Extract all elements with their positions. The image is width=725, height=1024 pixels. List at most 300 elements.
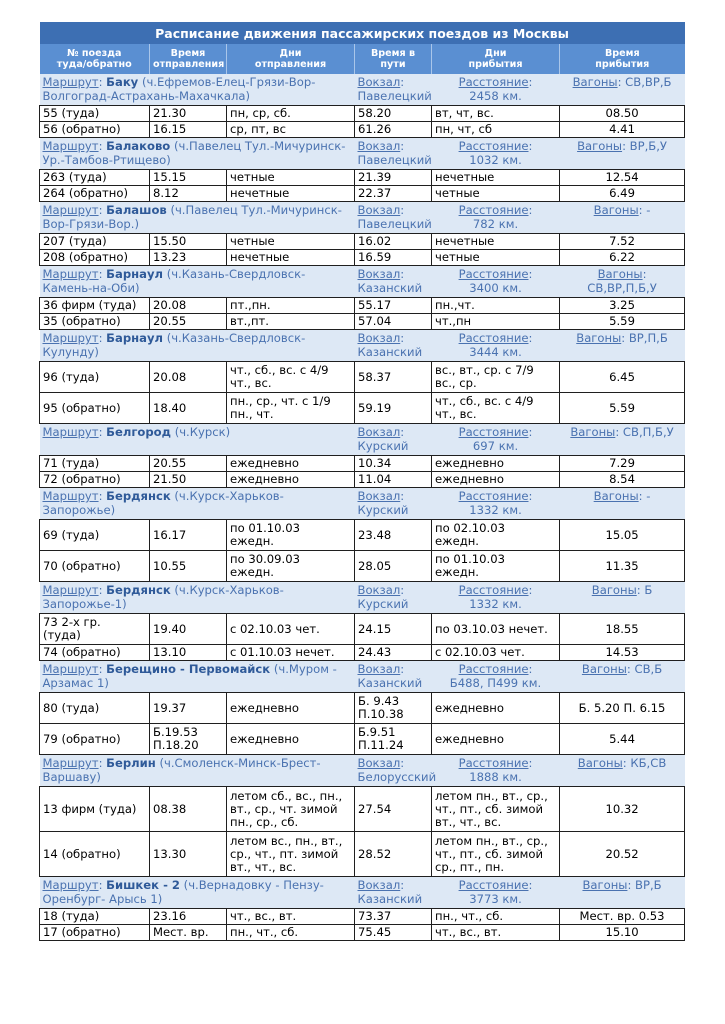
cars-info: Вагоны: СВ,ВР,П,Б,У <box>560 266 685 298</box>
cars-value: СВ,П,Б,У <box>622 425 674 439</box>
travel-time-text: 28.52 <box>358 846 392 861</box>
route-label[interactable]: Маршрут <box>42 139 99 153</box>
station-label[interactable]: Вокзал <box>357 331 401 345</box>
arrival-time-text: 15.10 <box>605 925 639 939</box>
station-info: Вокзал: Курский <box>355 424 432 456</box>
arrival-time-cell <box>560 393 685 424</box>
departure-time-cell <box>150 393 227 424</box>
arrival-time-cell <box>560 787 685 832</box>
travel-time-text: 58.20 <box>358 106 392 120</box>
arrival-time-cell <box>560 551 685 582</box>
travel-time-cell <box>355 724 432 755</box>
departure-days-cell <box>227 614 355 645</box>
train-number-text: 263 (туда) <box>43 170 107 184</box>
arrival-days-text: чт.,пн <box>435 314 472 328</box>
train-number-text: 14 (обратно) <box>43 846 121 861</box>
departure-time-cell <box>150 362 227 393</box>
departure-days-cell <box>227 250 355 266</box>
departure-days-text: по 30.09.03 <box>230 552 300 566</box>
arrival-time-cell <box>560 693 685 724</box>
arrival-days-text: вс., вт., ср. с 7/9 <box>435 363 534 377</box>
arrival-days-cell <box>432 186 560 202</box>
train-number-cell <box>40 298 150 314</box>
distance-value: 1332 км. <box>469 597 522 611</box>
table-row <box>40 551 685 582</box>
route-label[interactable]: Маршрут <box>42 583 99 597</box>
arrival-time-cell <box>560 106 685 122</box>
route-label[interactable]: Маршрут <box>42 267 99 281</box>
route-header-row <box>40 138 685 170</box>
departure-days-text: летом сб., вс., пн., <box>230 788 343 803</box>
route-header-row <box>40 582 685 614</box>
departure-days-text: четные <box>230 170 275 184</box>
route-label[interactable]: Маршрут <box>42 203 99 217</box>
train-number-cell <box>40 362 150 393</box>
route-label[interactable]: Маршрут <box>42 756 99 770</box>
distance-label[interactable]: Расстояние <box>458 662 529 676</box>
travel-time-text: 73.37 <box>358 909 392 923</box>
cars-label[interactable]: Вагоны <box>591 583 637 597</box>
departure-days-cell <box>227 520 355 551</box>
departure-time-text: 13.23 <box>153 250 187 264</box>
route-label[interactable]: Маршрут <box>42 489 99 503</box>
travel-time-cell <box>355 520 432 551</box>
train-number-cell <box>40 909 150 925</box>
departure-time-text: 23.16 <box>153 909 187 923</box>
arrival-days-text: пн., чт., сб. <box>435 909 504 923</box>
travel-time-text: 16.59 <box>358 250 392 264</box>
arrival-days-text: ежедн. <box>435 534 479 548</box>
departure-time-text: 19.37 <box>153 700 187 715</box>
distance-value: 3773 км. <box>469 892 522 906</box>
departure-days-text: вт., ср., чт. зимой <box>230 801 338 816</box>
departure-days-text: нечетные <box>230 186 290 200</box>
distance-value: 782 км. <box>472 217 519 231</box>
table-row <box>40 314 685 330</box>
departure-time-text: 16.17 <box>153 527 187 542</box>
train-number-text: 55 (туда) <box>43 106 100 120</box>
departure-time-text: 20.55 <box>153 314 187 328</box>
arrival-time-text: 5.59 <box>609 400 635 415</box>
route-via: (ч.Смоленск-Минск-Брест-Варшаву) <box>42 756 321 784</box>
arrival-time-cell <box>560 925 685 941</box>
departure-days-text: ежедневно <box>230 731 299 746</box>
train-number-text: 56 (обратно) <box>43 122 121 136</box>
arrival-days-cell <box>432 832 560 877</box>
table-row <box>40 106 685 122</box>
route-label[interactable]: Маршрут <box>42 878 99 892</box>
table-row <box>40 693 685 724</box>
cars-info: Вагоны: СВ,П,Б,У <box>560 424 685 456</box>
arrival-time-text: Б. 5.20 П. 6.15 <box>578 700 666 715</box>
arrival-days-text: по 01.10.03 <box>435 552 505 566</box>
cars-label[interactable]: Вагоны <box>597 267 643 281</box>
route-destination[interactable]: Белгород <box>106 425 171 439</box>
route-via: (ч.Павелец Тул.-Мичуринск-Ур.-Тамбов-Ртищево) <box>42 139 346 167</box>
header-line: Время <box>604 47 640 59</box>
distance-info: Расстояние: 1888 км. <box>432 755 560 787</box>
table-row <box>40 472 685 488</box>
departure-time-text: Мест. вр. <box>153 925 209 939</box>
arrival-time-text: 5.44 <box>609 731 635 746</box>
travel-time-text: 24.43 <box>358 645 392 659</box>
arrival-days-text: с 02.10.03 чет. <box>435 645 525 659</box>
route-destination[interactable]: Балашов <box>106 203 167 217</box>
departure-days-cell <box>227 832 355 877</box>
arrival-time-text: 7.52 <box>609 234 635 248</box>
route-via: (ч.Вернадовку - Пензу-Оренбург- Арысь 1) <box>42 878 324 906</box>
departure-days-cell <box>227 298 355 314</box>
schedule-sheet <box>39 22 684 941</box>
arrival-days-cell <box>432 614 560 645</box>
route-header-row <box>40 74 685 106</box>
station-info: Вокзал: Павелецкий <box>355 138 432 170</box>
header-line: Дни <box>279 47 302 59</box>
station-info: Вокзал: Курский <box>355 488 432 520</box>
arrival-days-text: чт., вс., вт. <box>435 925 502 939</box>
arrival-time-cell <box>560 250 685 266</box>
header-line: пути <box>380 59 406 70</box>
route-info: Маршрут: Бердянск (ч.Курск-Харьков-Запорожье) <box>40 488 355 520</box>
route-header-row <box>40 488 685 520</box>
header-line: № поезда <box>67 47 122 59</box>
arrival-days-cell <box>432 234 560 250</box>
cars-label[interactable]: Вагоны <box>581 662 627 676</box>
departure-time-cell <box>150 551 227 582</box>
train-number-cell <box>40 234 150 250</box>
arrival-days-text: чт., сб., вс. с 4/9 <box>435 394 534 408</box>
header-line: отправления <box>153 59 225 70</box>
arrival-days-text: по 02.10.03 <box>435 521 505 535</box>
travel-time-text: 27.54 <box>358 801 392 816</box>
arrival-time-header <box>560 44 685 74</box>
travel-time-cell <box>355 298 432 314</box>
travel-time-text: 24.15 <box>358 621 392 636</box>
station-label[interactable]: Вокзал <box>357 583 401 597</box>
table-row <box>40 122 685 138</box>
route-header-row <box>40 266 685 298</box>
travel-time-cell <box>355 314 432 330</box>
cars-value: СВ,Б <box>634 662 663 676</box>
route-info: Маршрут: Барнаул (ч.Казань-Свердловск-Камень-на-Оби) <box>40 266 355 298</box>
arrival-days-cell <box>432 250 560 266</box>
cars-value: - <box>646 489 651 503</box>
station-name: Казанский <box>357 892 423 906</box>
departure-days-text: ср., чт., пт. зимой <box>230 846 339 861</box>
departure-days-cell <box>227 551 355 582</box>
arrival-days-text: нечетные <box>435 170 495 184</box>
route-via: (ч.Курск-Харьков-Запорожье) <box>42 489 284 517</box>
arrival-days-cell <box>432 693 560 724</box>
schedule-body <box>40 22 685 941</box>
station-label[interactable]: Вокзал <box>357 662 401 676</box>
station-name: Курский <box>357 503 409 517</box>
arrival-time-text: 4.41 <box>609 122 635 136</box>
cars-value: ВР,П,Б <box>628 331 668 345</box>
arrival-time-cell <box>560 645 685 661</box>
arrival-days-header <box>432 44 560 74</box>
train-number-text: 70 (обратно) <box>43 558 121 573</box>
arrival-time-text: 6.22 <box>609 250 635 264</box>
cars-label[interactable]: Вагоны <box>577 756 623 770</box>
train-number-cell <box>40 925 150 941</box>
station-info: Вокзал: Казанский <box>355 330 432 362</box>
route-header-row <box>40 661 685 693</box>
distance-value: 3444 км. <box>469 345 522 359</box>
route-via: (ч.Казань-Свердловск-Камень-на-Оби) <box>42 267 306 295</box>
route-destination[interactable]: Бердянск <box>106 583 171 597</box>
arrival-days-text: четные <box>435 250 480 264</box>
station-info: Вокзал: Павелецкий <box>355 74 432 106</box>
departure-time-cell <box>150 456 227 472</box>
departure-days-cell <box>227 472 355 488</box>
cars-info: Вагоны: - <box>560 202 685 234</box>
route-label[interactable]: Маршрут <box>42 662 99 676</box>
train-number-text: 36 фирм (туда) <box>43 298 137 312</box>
departure-days-cell <box>227 456 355 472</box>
route-destination[interactable]: Берещино - Первомайск <box>106 662 271 676</box>
arrival-time-text: 6.45 <box>609 369 635 384</box>
travel-time-cell <box>355 186 432 202</box>
cars-label[interactable]: Вагоны <box>576 331 622 345</box>
arrival-days-cell <box>432 106 560 122</box>
station-label[interactable]: Вокзал <box>357 75 401 89</box>
distance-label[interactable]: Расстояние <box>458 583 529 597</box>
departure-days-cell <box>227 122 355 138</box>
table-row <box>40 925 685 941</box>
departure-days-text: четные <box>230 234 275 248</box>
station-name: Казанский <box>357 281 423 295</box>
departure-time-cell <box>150 298 227 314</box>
departure-time-text: 20.08 <box>153 369 187 384</box>
train-number-cell <box>40 645 150 661</box>
station-info: Вокзал: Курский <box>355 582 432 614</box>
travel-time-text: 75.45 <box>358 925 392 939</box>
header-line: Время в <box>370 47 416 59</box>
departure-days-text: ежедн. <box>230 534 274 548</box>
arrival-time-text: 18.55 <box>605 621 639 636</box>
route-label[interactable]: Маршрут <box>42 425 99 439</box>
arrival-time-text: 14.53 <box>605 645 639 659</box>
arrival-days-text: вс., ср. <box>435 376 477 390</box>
cars-label[interactable]: Вагоны <box>582 878 628 892</box>
arrival-days-text: ежедневно <box>435 700 504 715</box>
departure-time-text: 18.40 <box>153 400 187 415</box>
departure-time-cell <box>150 693 227 724</box>
departure-days-text: с 02.10.03 чет. <box>230 621 320 636</box>
arrival-days-cell <box>432 551 560 582</box>
arrival-days-cell <box>432 520 560 551</box>
arrival-days-text: пн.,чт. <box>435 298 475 312</box>
travel-time-text: 28.05 <box>358 558 392 573</box>
travel-time-text: Б. 9.43 <box>358 694 400 708</box>
travel-time-cell <box>355 234 432 250</box>
train-number-text: 18 (туда) <box>43 909 100 923</box>
distance-info: Расстояние: 782 км. <box>432 202 560 234</box>
arrival-time-text: 10.32 <box>605 801 639 816</box>
cars-value: СВ,ВР,П,Б,У <box>587 281 657 295</box>
departure-time-text: Б.19.53 <box>153 725 198 739</box>
cars-value: - <box>646 203 651 217</box>
arrival-days-text: летом пн., вт., ср., <box>435 788 548 803</box>
train-number-text: 73 2-х гр. <box>43 615 101 629</box>
departure-time-text: 16.15 <box>153 122 187 136</box>
travel-time-cell <box>355 832 432 877</box>
route-header-row <box>40 202 685 234</box>
departure-days-cell <box>227 645 355 661</box>
distance-label[interactable]: Расстояние <box>458 331 529 345</box>
travel-time-cell <box>355 551 432 582</box>
arrival-days-text: пн, чт, сб <box>435 122 493 136</box>
route-destination[interactable]: Берлин <box>106 756 156 770</box>
train-number-cell <box>40 787 150 832</box>
station-label[interactable]: Вокзал <box>357 203 401 217</box>
station-info: Вокзал: Казанский <box>355 877 432 909</box>
train-number-cell <box>40 250 150 266</box>
cars-label[interactable]: Вагоны <box>577 139 623 153</box>
route-destination[interactable]: Бишкек - 2 <box>106 878 180 892</box>
train-number-text: 35 (обратно) <box>43 314 121 328</box>
cars-value: Б <box>644 583 653 597</box>
departure-days-cell <box>227 314 355 330</box>
departure-days-cell <box>227 909 355 925</box>
arrival-days-text: ежедн. <box>435 565 479 579</box>
travel-time-cell <box>355 925 432 941</box>
distance-label[interactable]: Расстояние <box>458 267 529 281</box>
cars-info: Вагоны: КБ,СВ <box>560 755 685 787</box>
distance-label[interactable]: Расстояние <box>458 75 529 89</box>
table-row <box>40 298 685 314</box>
train-number-cell <box>40 614 150 645</box>
train-number-text: 264 (обратно) <box>43 186 128 200</box>
distance-label[interactable]: Расстояние <box>458 203 529 217</box>
cars-label[interactable]: Вагоны <box>593 203 639 217</box>
distance-info: Расстояние: 1032 км. <box>432 138 560 170</box>
route-label[interactable]: Маршрут <box>42 75 99 89</box>
station-label[interactable]: Вокзал <box>357 489 401 503</box>
station-label[interactable]: Вокзал <box>357 878 401 892</box>
distance-label[interactable]: Расстояние <box>458 425 529 439</box>
station-label[interactable]: Вокзал <box>357 267 401 281</box>
train-number-cell <box>40 551 150 582</box>
departure-days-cell <box>227 925 355 941</box>
distance-value: 2458 км. <box>469 89 522 103</box>
train-number-cell <box>40 472 150 488</box>
table-row <box>40 724 685 755</box>
distance-label[interactable]: Расстояние <box>458 489 529 503</box>
departure-time-cell <box>150 170 227 186</box>
route-info: Маршрут: Балашов (ч.Павелец Тул.-Мичуринск-Вор-Грязи-Вор.) <box>40 202 355 234</box>
station-label[interactable]: Вокзал <box>357 139 401 153</box>
distance-label[interactable]: Расстояние <box>458 756 529 770</box>
route-info: Маршрут: Барнаул (ч.Казань-Свердловск-Кулунду) <box>40 330 355 362</box>
cars-info: Вагоны: ВР,Б <box>560 877 685 909</box>
table-row <box>40 170 685 186</box>
travel-time-text: Б.9.51 <box>358 725 396 739</box>
route-via: (ч.Ефремов-Елец-Грязи-Вор-Волгоград-Астрахань-Махачкала) <box>42 75 316 103</box>
departure-time-cell <box>150 909 227 925</box>
station-label[interactable]: Вокзал <box>357 756 401 770</box>
station-name: Курский <box>357 439 409 453</box>
route-destination[interactable]: Барнаул <box>106 267 163 281</box>
departure-days-text: ежедневно <box>230 456 299 470</box>
arrival-time-text: 7.29 <box>609 456 635 470</box>
station-label[interactable]: Вокзал <box>357 425 401 439</box>
station-name: Павелецкий <box>357 89 432 103</box>
route-via: (ч.Муром - Арзамас 1) <box>42 662 337 690</box>
arrival-days-cell <box>432 362 560 393</box>
departure-days-cell <box>227 724 355 755</box>
cars-label[interactable]: Вагоны <box>570 425 616 439</box>
route-destination[interactable]: Бердянск <box>106 489 171 503</box>
travel-time-cell <box>355 393 432 424</box>
arrival-days-cell <box>432 645 560 661</box>
travel-time-cell <box>355 787 432 832</box>
train-number-cell <box>40 314 150 330</box>
arrival-time-text: 11.35 <box>605 558 639 573</box>
departure-time-text: 21.30 <box>153 106 187 120</box>
departure-days-text: пт.,пн. <box>230 298 271 312</box>
travel-time-cell <box>355 106 432 122</box>
distance-label[interactable]: Расстояние <box>458 139 529 153</box>
header-line: прибытия <box>468 59 523 70</box>
route-info: Маршрут: Берещино - Первомайск (ч.Муром - Арзамас 1) <box>40 661 355 693</box>
train-number-text: 74 (обратно) <box>43 645 121 659</box>
departure-time-cell <box>150 250 227 266</box>
arrival-time-cell <box>560 122 685 138</box>
departure-days-cell <box>227 787 355 832</box>
departure-days-cell <box>227 106 355 122</box>
distance-info: Расстояние: 1332 км. <box>432 488 560 520</box>
distance-label[interactable]: Расстояние <box>458 878 529 892</box>
cars-label[interactable]: Вагоны <box>572 75 618 89</box>
route-label[interactable]: Маршрут <box>42 331 99 345</box>
travel-time-text: 10.34 <box>358 456 392 470</box>
table-row <box>40 520 685 551</box>
table-row <box>40 186 685 202</box>
route-header-row <box>40 877 685 909</box>
distance-info: Расстояние: 3444 км. <box>432 330 560 362</box>
train-number-cell <box>40 106 150 122</box>
cars-info: Вагоны: - <box>560 488 685 520</box>
route-destination[interactable]: Балаково <box>106 139 171 153</box>
cars-label[interactable]: Вагоны <box>593 489 639 503</box>
travel-time-text: 61.26 <box>358 122 392 136</box>
station-info: Вокзал: Казанский <box>355 266 432 298</box>
travel-time-text: 23.48 <box>358 527 392 542</box>
train-number-text: 69 (туда) <box>43 527 100 542</box>
arrival-time-cell <box>560 520 685 551</box>
route-via: (ч.Курск-Харьков-Запорожье-1) <box>42 583 284 611</box>
travel-time-text: П.10.38 <box>358 707 404 721</box>
schedule-table <box>39 22 685 941</box>
distance-value: 1332 км. <box>469 503 522 517</box>
departure-time-text: 10.55 <box>153 558 187 573</box>
departure-days-text: чт., сб., вс. с 4/9 <box>230 363 329 377</box>
station-info: Вокзал: Белорусский <box>355 755 432 787</box>
departure-days-text: летом вс., пн., вт., <box>230 833 343 848</box>
route-destination[interactable]: Барнаул <box>106 331 163 345</box>
header-line: Дни <box>484 47 507 59</box>
arrival-days-text: чт., вс. <box>435 407 477 421</box>
arrival-days-text: летом пн., вт., ср., <box>435 833 548 848</box>
arrival-days-text: вт, чт, вс. <box>435 106 494 120</box>
route-destination[interactable]: Баку <box>106 75 139 89</box>
departure-time-cell <box>150 925 227 941</box>
route-via: (ч.Казань-Свердловск-Кулунду) <box>42 331 306 359</box>
distance-info: Расстояние: 3400 км. <box>432 266 560 298</box>
departure-days-text: пн., ср., чт. с 1/9 <box>230 394 331 408</box>
